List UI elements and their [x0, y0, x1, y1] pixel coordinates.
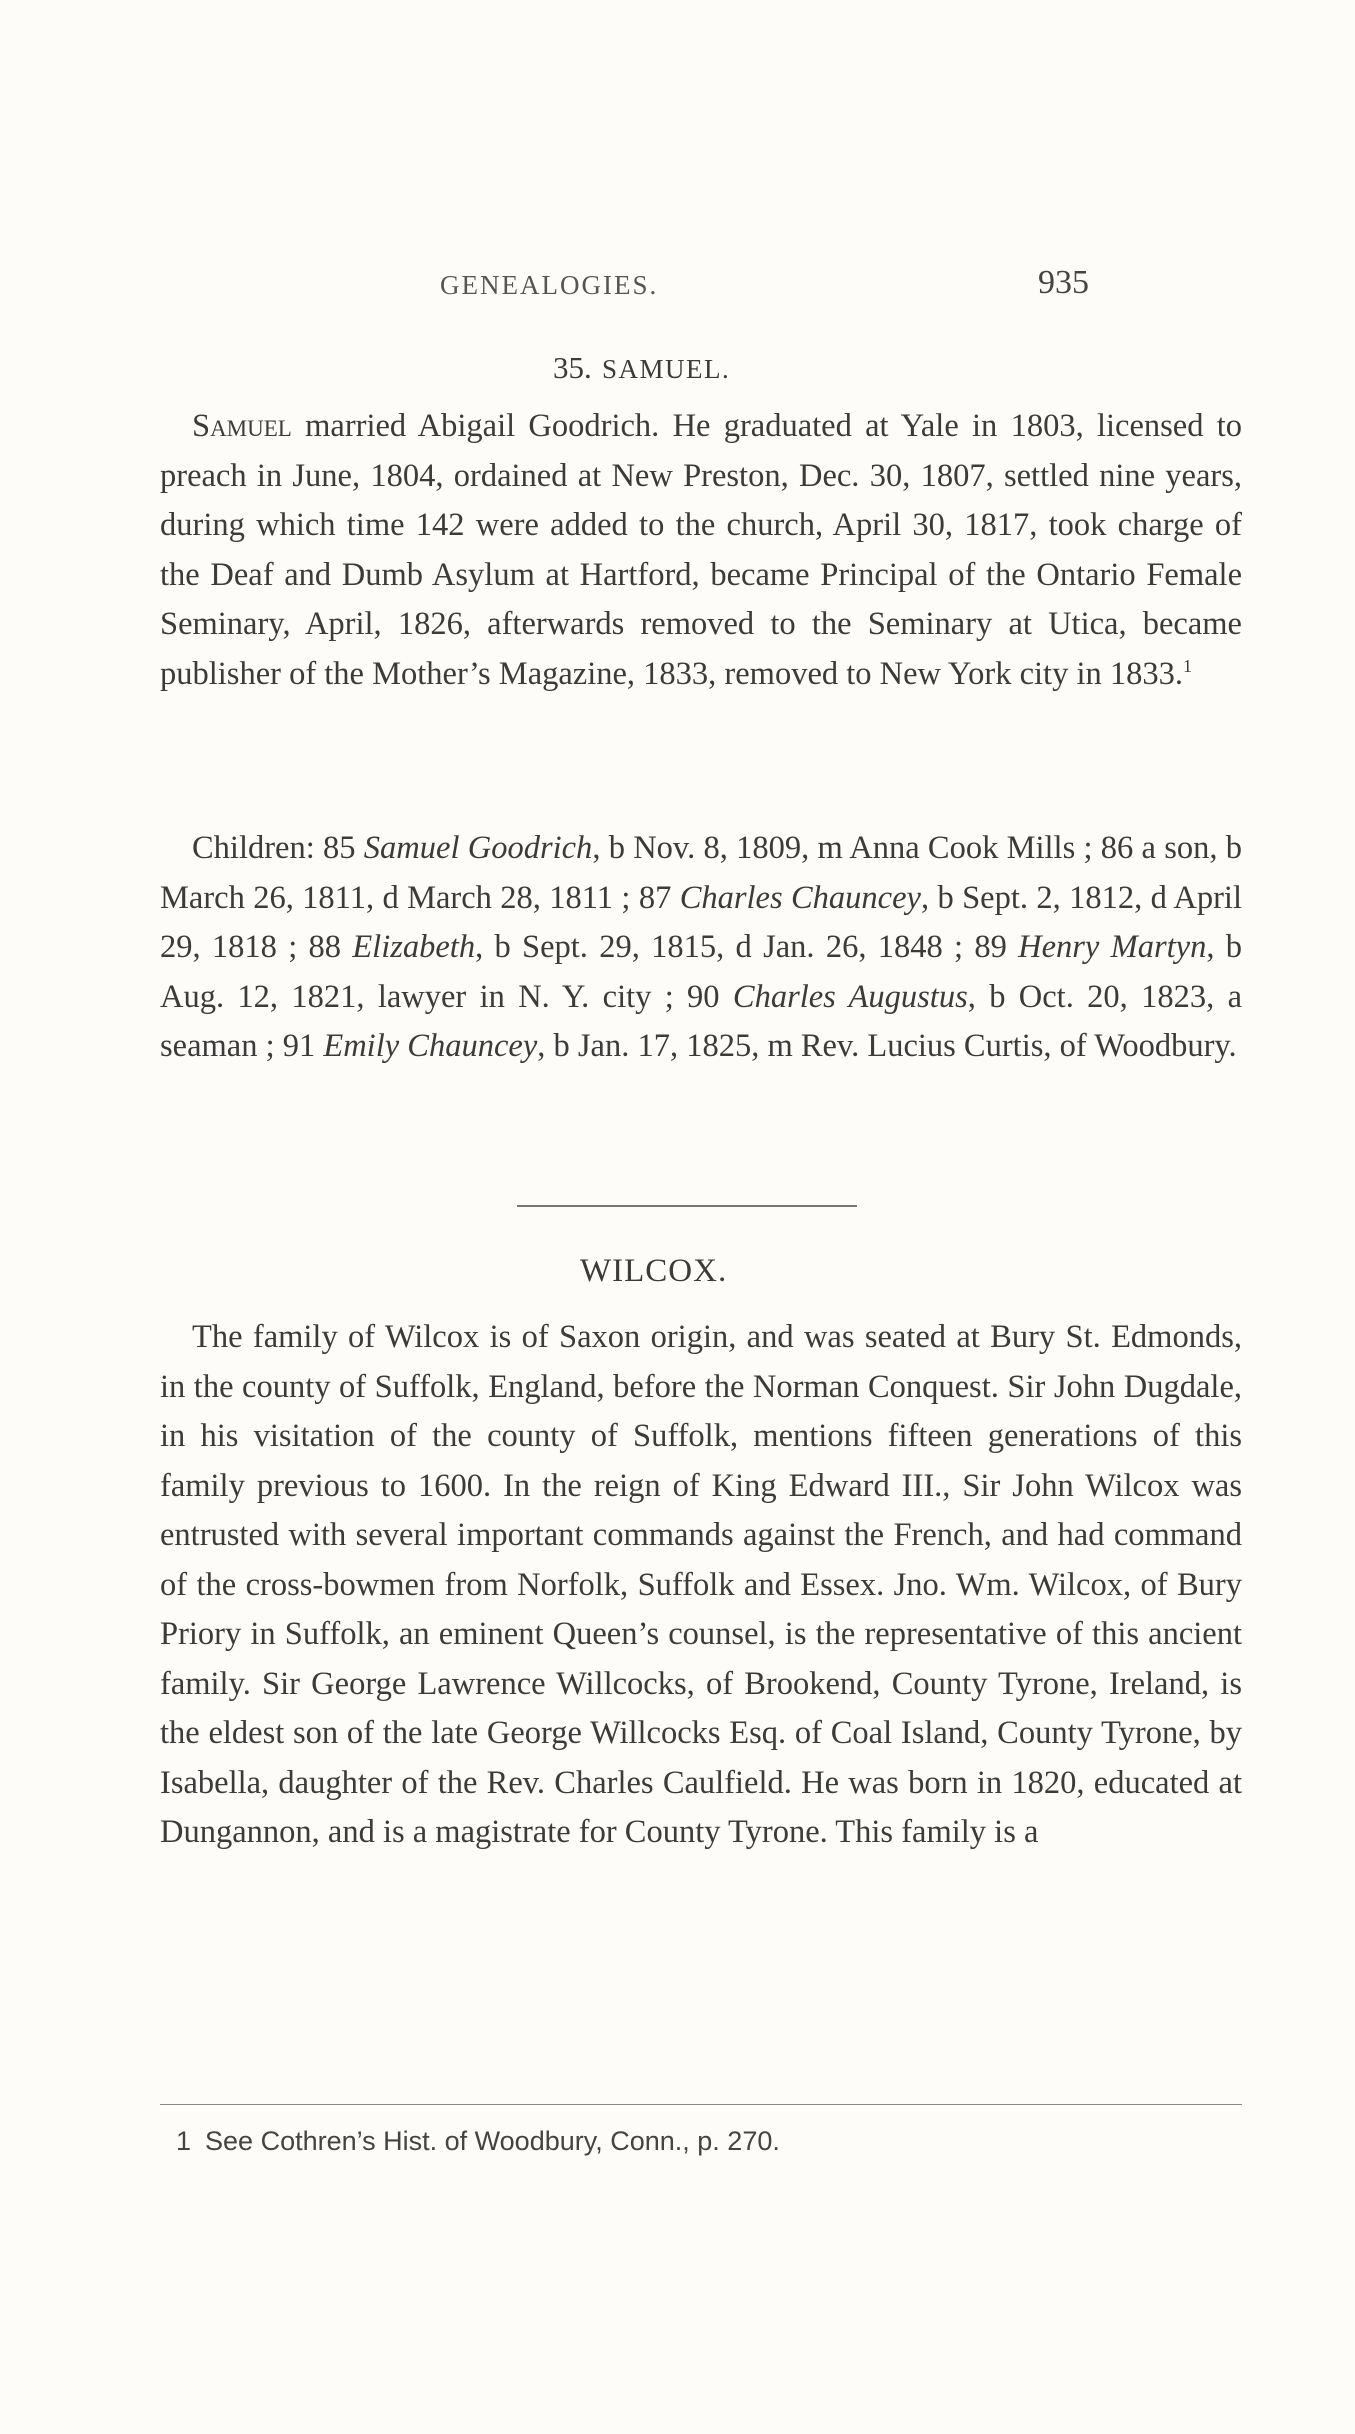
child-name: Emily Chauncey	[323, 1028, 538, 1064]
running-head: GENEALOGIES.	[440, 270, 659, 300]
text-run: , b Oct. 20, 1823, a seaman ; 91	[160, 978, 1242, 1064]
footnote-text: See Cothren’s Hist. of Woodbury, Conn., p. 270.	[205, 2126, 780, 2156]
paragraph-text: married Abigail Goodrich. He graduated at Yale in 1803, licensed to preach in June, 1804, ordained at New Preston, Dec. 30, 1807, settled nine years, during which time 142 were added to the church, April 30, 1817, took charge of the Deaf and Dumb Asylum at Hartford, became Principal of the Ontario Female Seminary, April, 1826, afterwards removed to the Seminary at Utica, became publisher of the Mother’s Magazine, 1833, removed to New York city in 1833.	[160, 408, 1242, 692]
text-run: Children: 85	[192, 830, 364, 866]
footnote-reference: 1	[1183, 655, 1192, 676]
footnote	[176, 2126, 780, 2157]
section-number: 35.	[553, 350, 592, 385]
section-heading-samuel	[553, 350, 730, 386]
text-run: , b Sept. 2, 1812, d April 29, 1818 ; 88	[160, 879, 1242, 965]
child-name: Henry Martyn	[1018, 929, 1207, 965]
footnote-mark: 1	[176, 2126, 192, 2156]
child-name: Elizabeth	[352, 929, 476, 965]
section-heading-wilcox: WILCOX.	[580, 1253, 728, 1289]
section-title: SAMUEL.	[602, 354, 731, 384]
paragraph-children	[160, 824, 1242, 1072]
text-run: , b Jan. 17, 1825, m Rev. Lucius Curtis, of Woodbury.	[537, 1028, 1237, 1064]
child-name: Samuel Goodrich	[363, 830, 593, 866]
paragraph-samuel-biography	[160, 402, 1242, 699]
child-name: Charles Chauncey	[679, 879, 921, 916]
paragraph-wilcox-origin: The family of Wilcox is of Saxon origin, and was seated at Bury St. Edmonds, in the county of Suffolk, England, before the Norman Conquest. Sir John Dugdale, in his visitation of the county of Suffolk, mentions fifteen generations of this family previous to 1600. In the reign of King Edward III., Sir John Wilcox was entrusted with several important commands against the French, and had command of the cross-bowmen from Norfolk, Suffolk and Essex. Jno. Wm. Wilcox, of Bury Priory in Suffolk, an eminent Queen’s counsel, is the representative of this ancient family. Sir George Lawrence Willcocks, of Brookend, County Tyrone, Ireland, is the eldest son of the late George Willcocks Esq. of Coal Island, County Tyrone, by Isabella, daughter of the Rev. Charles Caulfield. He was born in 1820, educated at Dungannon, and is a magistrate for County Tyrone. This family is a	[160, 1319, 1242, 1850]
text-run: , b Sept. 29, 1815, d Jan. 26, 1848 ; 89	[475, 929, 1019, 965]
page-number: 935	[1038, 264, 1089, 301]
text-run: , b Aug. 12, 1821, lawyer in N. Y. city ; 90	[160, 929, 1242, 1015]
lead-name: Samuel	[192, 408, 292, 444]
footnote-divider	[160, 2104, 1242, 2105]
child-name: Charles Augustus	[732, 978, 968, 1015]
text-run: , b Nov. 8, 1809, m Anna Cook Mills ; 86 a son, b March 26, 1811, d March 28, 1811 ; 87	[160, 830, 1243, 916]
section-divider	[517, 1205, 857, 1207]
